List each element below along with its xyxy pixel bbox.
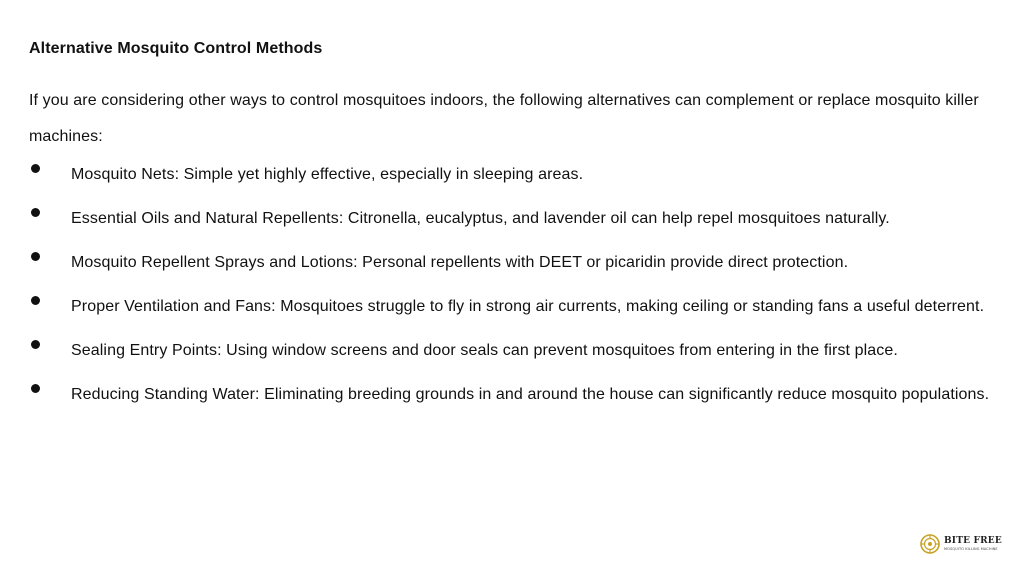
list-item <box>0 245 1006 281</box>
slide-heading: Alternative Mosquito Control Methods <box>29 40 323 57</box>
bullet-dot-icon <box>31 296 40 305</box>
bullet-dot-icon <box>31 384 40 393</box>
bullet-dot-icon <box>31 252 40 261</box>
brand-logo-text <box>944 537 1002 552</box>
target-crosshair-icon <box>920 534 940 554</box>
list-item <box>0 201 1006 237</box>
list-item <box>0 157 1006 193</box>
bullet-dot-icon <box>31 340 40 349</box>
list-item-text: Mosquito Repellent Sprays and Lotions: Personal repellents with DEET or picaridin provide direct protection. <box>71 254 849 271</box>
bullet-dot-icon <box>31 164 40 173</box>
brand-tagline: MOSQUITO KILLING MACHINE <box>944 546 998 551</box>
intro-paragraph: If you are considering other ways to control mosquitoes indoors, the following alternatives can complement or replace mosquito killer machines: <box>29 92 979 145</box>
list-item-text: Sealing Entry Points: Using window screens and door seals can prevent mosquitoes from entering in the first place. <box>71 342 898 359</box>
brand-name: BITE FREE <box>944 535 1002 546</box>
list-item-text: Mosquito Nets: Simple yet highly effective, especially in sleeping areas. <box>71 166 584 183</box>
list-item <box>0 289 1006 325</box>
list-item-text: Proper Ventilation and Fans: Mosquitoes struggle to fly in strong air currents, making ceiling or standing fans a useful deterrent. <box>71 298 985 315</box>
list-item <box>0 377 1006 413</box>
bullet-dot-icon <box>31 208 40 217</box>
bullet-list <box>0 157 1024 421</box>
list-item-text: Essential Oils and Natural Repellents: Citronella, eucalyptus, and lavender oil can help repel mosquitoes naturally. <box>71 210 890 227</box>
brand-logo <box>920 531 1004 557</box>
list-item <box>0 333 1006 369</box>
list-item-text: Reducing Standing Water: Eliminating breeding grounds in and around the house can significantly reduce mosquito populations. <box>71 386 990 403</box>
